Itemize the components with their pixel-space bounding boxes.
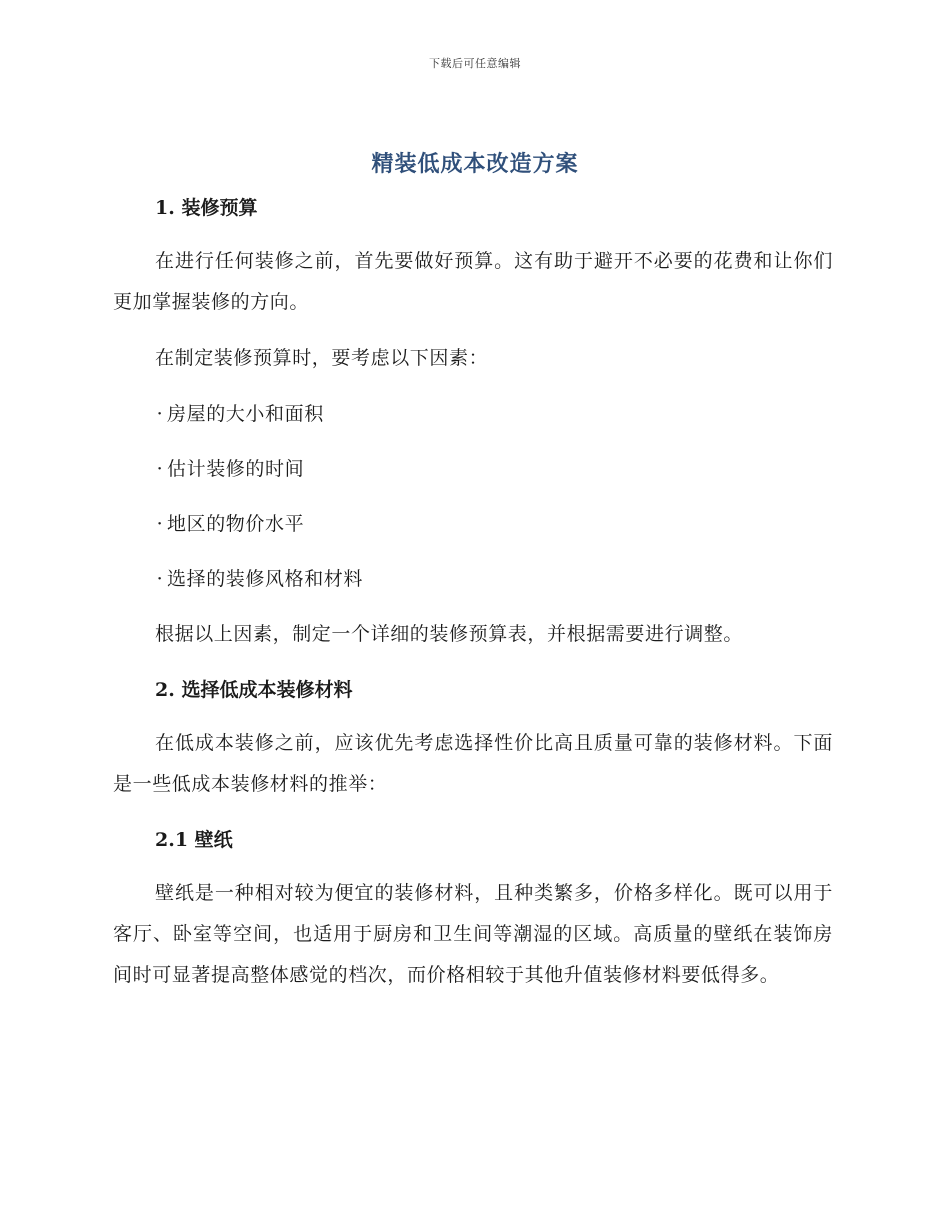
section-heading-budget: 1. 装修预算 [155,197,258,219]
paragraph-wallpaper: 壁纸是一种相对较为便宜的装修材料，且种类繁多，价格多样化。既可以用于客厅、卧室等空间，也适用于厨房和卫生间等潮湿的区域。高质量的壁纸在装饰房间时可显著提高整体感觉的档次，而价格相较于其他升值装修材料要低得多。 [113,882,833,986]
paragraph-factors-intro: 在制定装修预算时，要考虑以下因素： [155,347,489,369]
list-item [113,504,833,544]
list-item [113,394,833,434]
list-item-text: 地区的物价水平 [167,513,305,535]
bullet-icon: · [156,458,164,480]
header-note: 下载后可任意编辑 [429,57,521,70]
subsection-heading-wallpaper: 2.1 壁纸 [155,829,233,851]
list-item-text: 选择的装修风格和材料 [167,568,364,590]
paragraph-budget-intro: 在进行任何装修之前，首先要做好预算。这有助于避开不必要的花费和让你们更加掌握装修的方向。 [113,250,833,313]
bullet-icon: · [156,403,164,425]
section-heading-materials: 2. 选择低成本装修材料 [155,679,353,701]
bullet-icon: · [156,568,164,590]
document-title: 精装低成本改造方案 [371,151,579,177]
list-item [113,449,833,489]
list-item [113,559,833,599]
bullet-icon: · [156,513,164,535]
paragraph-budget-conclusion: 根据以上因素，制定一个详细的装修预算表，并根据需要进行调整。 [155,623,744,645]
paragraph-materials-intro: 在低成本装修之前，应该优先考虑选择性价比高且质量可靠的装修材料。下面是一些低成本装修材料的推举： [113,732,833,795]
list-item-text: 房屋的大小和面积 [167,403,324,425]
document-body [113,188,833,1011]
list-item-text: 估计装修的时间 [167,458,305,480]
